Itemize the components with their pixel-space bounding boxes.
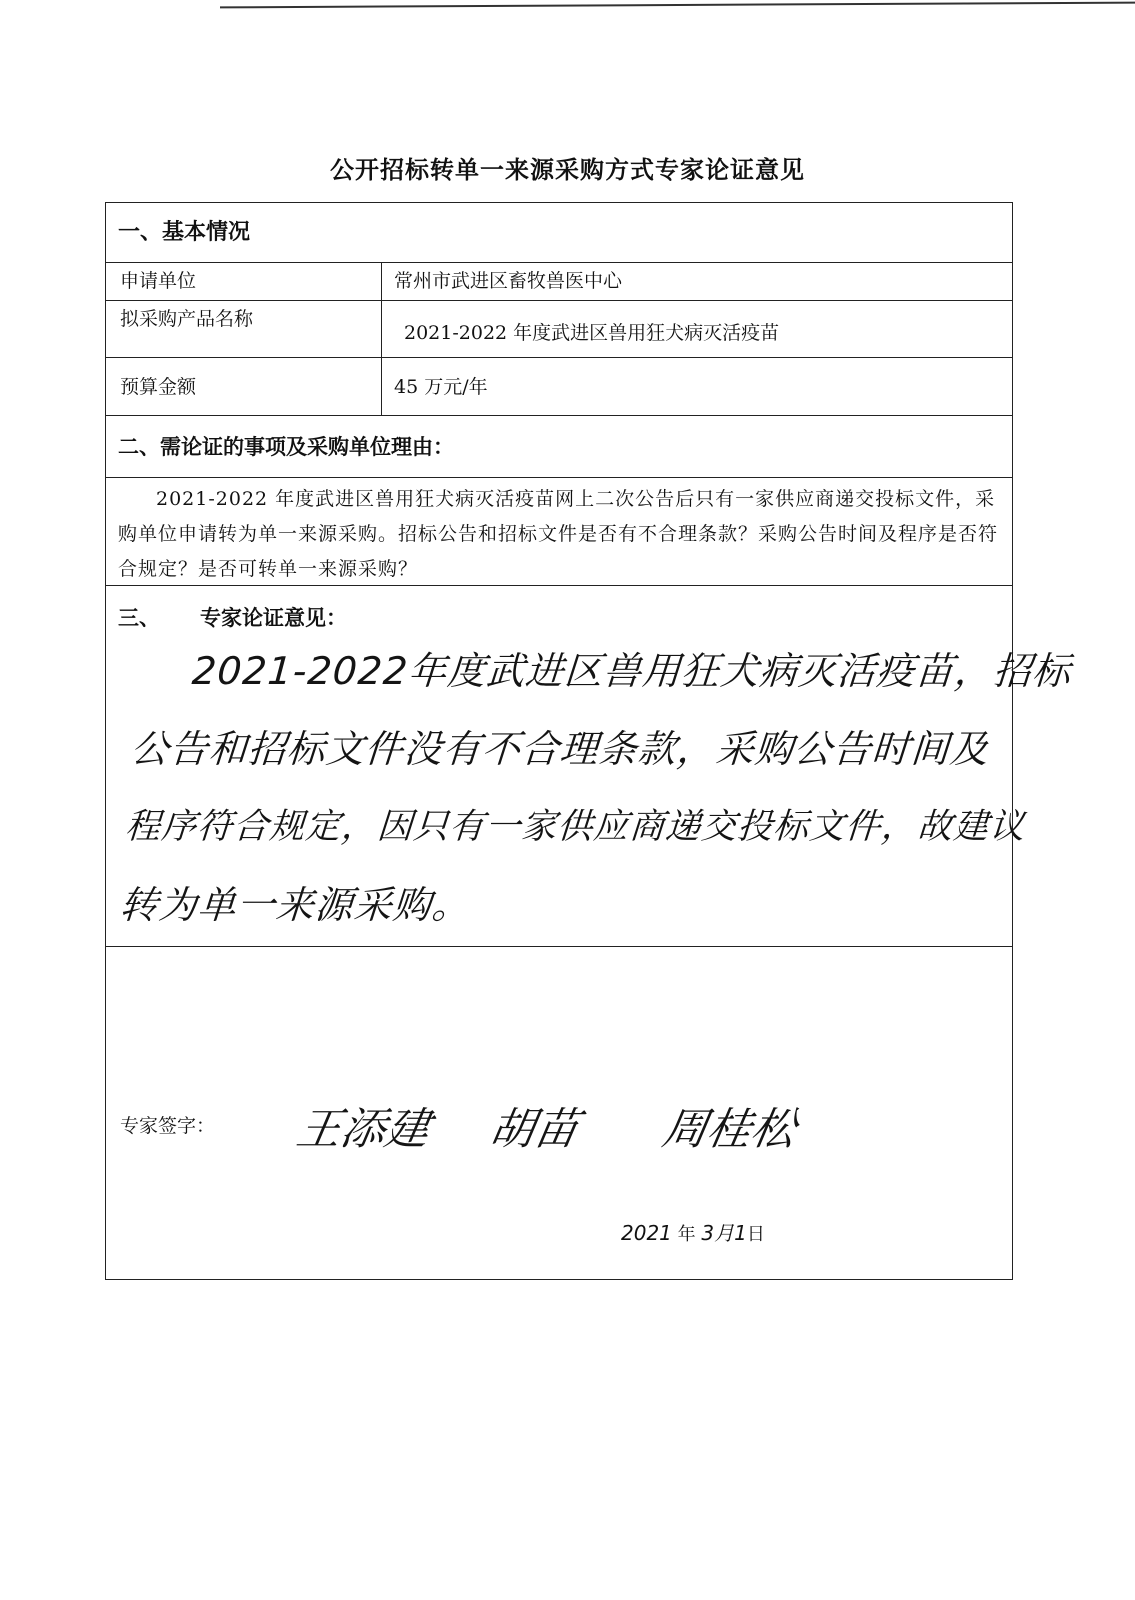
signature-expert-1: 王添建 <box>292 1104 434 1155</box>
applicant-value: 常州市武进区畜牧兽医中心 <box>394 270 623 292</box>
product-label: 拟采购产品名称 <box>106 301 382 357</box>
signature-label: 专家签字： <box>120 1115 216 1137</box>
evaluation-form <box>105 202 1073 1280</box>
row-product <box>106 301 1012 358</box>
signing-date <box>621 1217 765 1246</box>
signature-expert-2: 胡苗 <box>485 1104 583 1155</box>
section3-heading-num: 三、 <box>118 606 160 630</box>
handwritten-line: 2021-2022年度武进区兽用狂犬病灭活疫苗，招标 <box>190 649 1073 693</box>
applicant-label: 申请单位 <box>106 263 382 300</box>
budget-label: 预算金额 <box>106 358 382 415</box>
section1-heading: 一、基本情况 <box>106 203 1012 263</box>
product-value-text: 2021-2022 年度武进区兽用狂犬病灭活疫苗 <box>404 322 780 344</box>
handwritten-line: 公告和招标文件没有不合理条款，采购公告时间及 <box>129 727 991 771</box>
budget-value: 45 万元/年 <box>394 376 488 398</box>
section3-heading-text: 专家论证意见： <box>200 606 347 630</box>
handwritten-opinion <box>117 632 1073 944</box>
section2-heading: 二、需论证的事项及采购单位理由： <box>106 416 1012 478</box>
date-month-day: 3月1 <box>701 1221 747 1245</box>
row-applicant <box>106 263 1012 301</box>
row-budget <box>106 358 1012 416</box>
product-value <box>382 301 1012 357</box>
section3-opinion <box>106 586 1073 947</box>
document-title: 公开招标转单一来源采购方式专家论证意见 <box>330 156 805 184</box>
signature-expert-3: 周桂松 <box>658 1104 800 1155</box>
handwritten-line: 转为单一来源采购。 <box>118 883 473 927</box>
section3-heading <box>118 602 347 632</box>
scan-edge-line <box>220 2 1135 9</box>
signature-area <box>106 947 1012 1279</box>
date-year-suffix: 年 <box>677 1224 696 1245</box>
date-year: 2021 <box>621 1221 672 1245</box>
section2-body: 2021-2022 年度武进区兽用狂犬病灭活疫苗网上二次公告后只有一家供应商递交投标文件，采购单位申请转为单一来源采购。招标公告和招标文件是否有不合理条款？采购公告时间及程序是否符合规定？是否可转单一来源采购？ <box>106 478 1012 586</box>
handwritten-line: 程序符合规定，因只有一家供应商递交投标文件，故建议 <box>123 807 1027 847</box>
date-day-suffix: 日 <box>746 1224 765 1245</box>
